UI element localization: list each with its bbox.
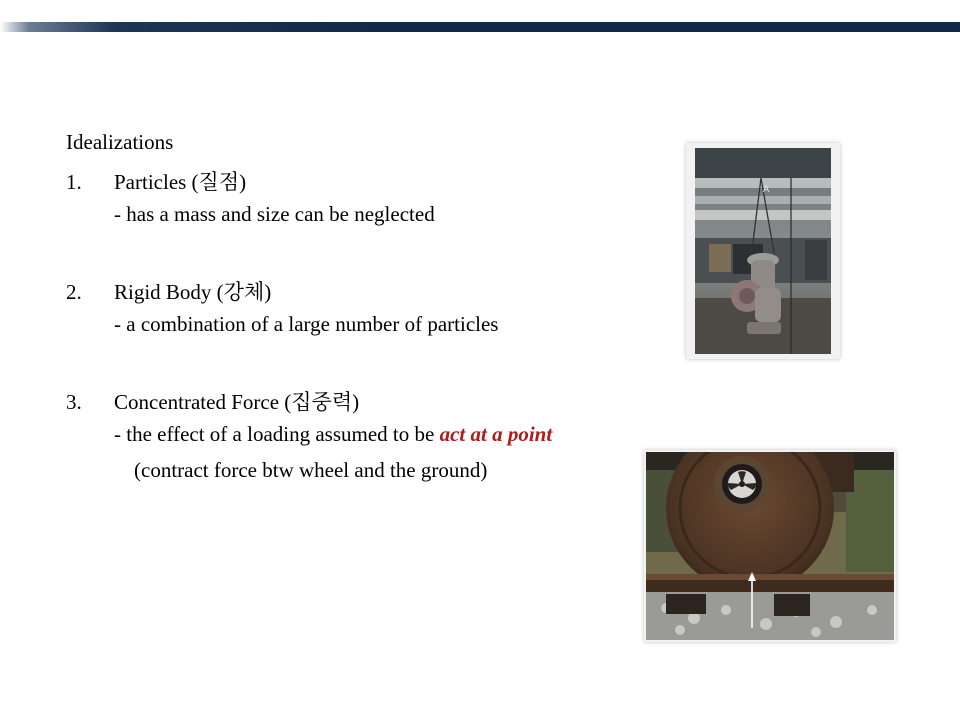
- heading: Idealizations: [66, 130, 174, 154]
- hanging-body-photo: [686, 143, 840, 359]
- item-description: - the effect of a loading assumed to be: [114, 422, 440, 446]
- contact-force-note: (contract force btw wheel and the ground): [134, 458, 488, 482]
- item-title: Concentrated Force (집중력): [114, 390, 360, 414]
- item-number: 3.: [66, 390, 82, 414]
- item-description-line: [114, 420, 552, 448]
- caption-letter: A: [763, 185, 770, 195]
- item-number: 1.: [66, 170, 82, 194]
- wheel-rail-image: [646, 452, 894, 640]
- wheel-rail-photo: [644, 450, 896, 642]
- item-title: Particles (질점): [114, 170, 247, 194]
- item-description: - has a mass and size can be neglected: [114, 202, 435, 226]
- item-description-emphasis: act at a point: [439, 422, 553, 446]
- hanging-body-image: [695, 148, 831, 354]
- item-description: - a combination of a large number of particles: [114, 312, 499, 336]
- item-title: Rigid Body (강체): [114, 280, 272, 304]
- item-number: 2.: [66, 280, 82, 304]
- title-bar: [0, 22, 960, 32]
